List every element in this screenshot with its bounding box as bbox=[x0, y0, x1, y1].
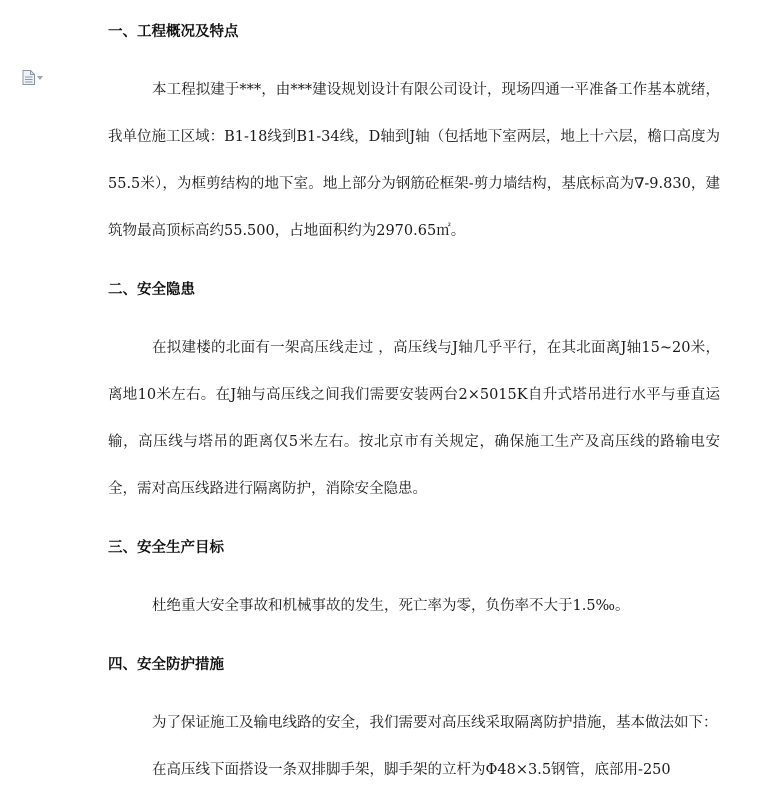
section-heading-measures: 四、安全防护措施 bbox=[108, 657, 224, 673]
section-heading-hazards: 二、安全隐患 bbox=[108, 282, 195, 298]
section-heading-goals: 三、安全生产目标 bbox=[108, 540, 224, 556]
section-heading-overview: 一、工程概况及特点 bbox=[108, 24, 239, 40]
paragraph-measures: 为了保证施工及输电线路的安全，我们需要对高压线采取隔离防护措施，基本做法如下： bbox=[152, 715, 718, 731]
document-menu[interactable] bbox=[22, 70, 43, 85]
document-body bbox=[108, 18, 720, 794]
paragraph-hazards: 在拟建楼的北面有一架高压线走过 ，高压线与J轴几乎平行，在其北面离J轴15~20米，离地10米左右。在J轴与高压线之间我们需要安装两台2×5015K自升式塔吊进行水平与垂直运输，高压线与塔吊的距离仅5米左右。按北京市有关规定，确保施工生产及高压线的路输电安全，需对高压线路进行隔离防护，消除安全隐患。 bbox=[108, 340, 720, 497]
paragraph-measures-detail: 在高压线下面搭设一条双排脚手架，脚手架的立杆为Φ48×3.5钢管，底部用-250 bbox=[152, 762, 671, 778]
paragraph-overview: 本工程拟建于***，由***建设规划设计有限公司设计，现场四通一平准备工作基本就绪，我单位施工区域：B1-18线到B1-34线，D轴到J轴（包括地下室两层，地上十六层，檐口高度为55.5米），为框剪结构的地下室。地上部分为钢筋砼框架-剪力墙结构，基底标高为∇-9.830，建筑物最高顶标高约55.500，占地面积约为2970.65㎡。 bbox=[108, 82, 720, 239]
chevron-down-icon bbox=[37, 76, 43, 80]
paragraph-goals: 杜绝重大安全事故和机械事故的发生，死亡率为零，负伤率不大于1.5‰。 bbox=[152, 598, 630, 614]
document-icon bbox=[22, 70, 35, 85]
